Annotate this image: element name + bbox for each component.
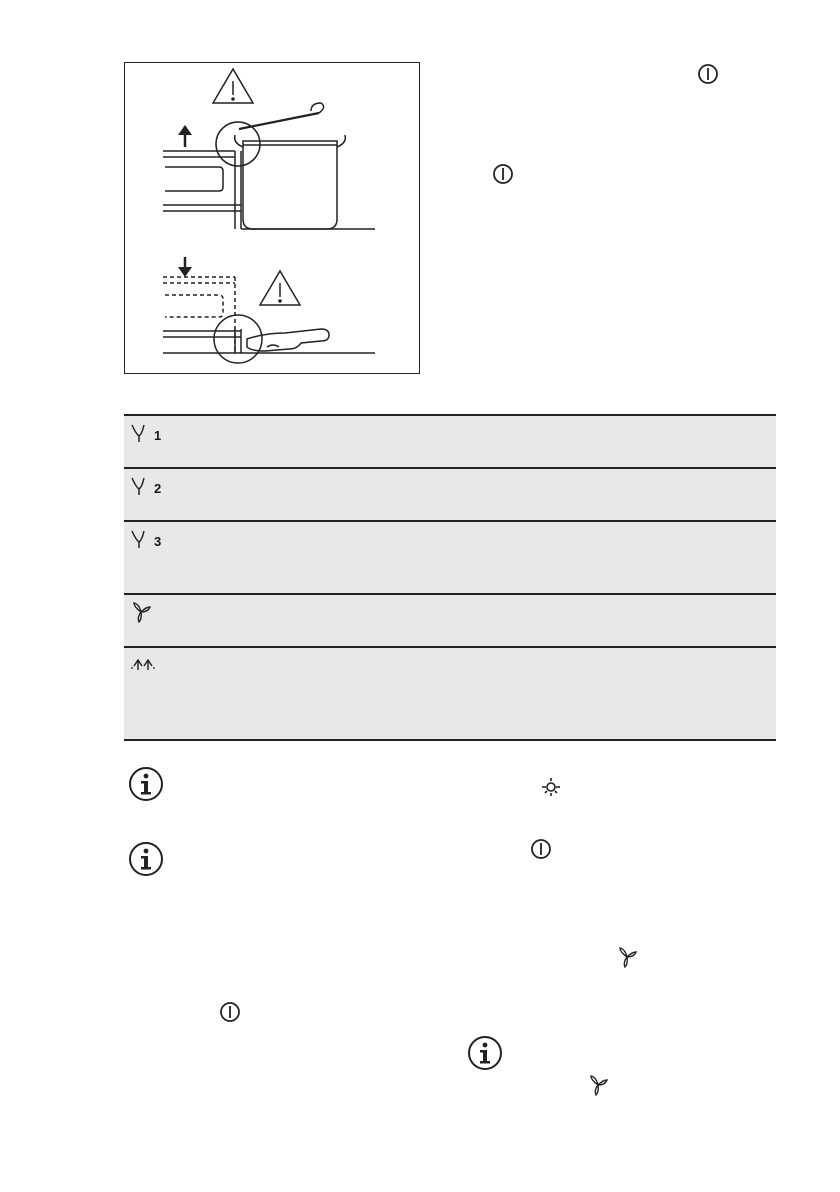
power-icon	[697, 63, 719, 85]
fan-speed-2-icon	[130, 475, 152, 497]
hob-pan-illustration	[124, 62, 420, 374]
fan-speed-3-icon	[130, 528, 152, 550]
mode-row-fan-auto	[124, 595, 776, 648]
mode-row-fan-speed-3	[124, 522, 776, 595]
fan-modes-table	[124, 414, 776, 741]
power-icon	[530, 838, 552, 860]
power-icon	[492, 163, 514, 185]
fan-auto-icon	[130, 601, 152, 623]
warning-triangle-icon	[213, 69, 253, 103]
illustration-svg	[125, 63, 421, 375]
mode-row-boost	[124, 648, 776, 741]
power-icon	[219, 1001, 241, 1023]
warning-triangle-icon	[260, 271, 300, 305]
hob-upper	[163, 103, 375, 229]
fan-speed-1-icon	[130, 422, 152, 444]
arrow-down-icon	[178, 257, 192, 277]
info-icon	[128, 766, 164, 802]
mode-label: 2	[154, 481, 162, 496]
arrow-up-icon	[178, 125, 192, 147]
mode-row-fan-speed-1	[124, 416, 776, 469]
light-icon	[540, 776, 562, 798]
mode-row-fan-speed-2	[124, 469, 776, 522]
fan-icon	[616, 946, 638, 968]
mode-label: 3	[154, 534, 162, 549]
mode-label: 1	[154, 428, 162, 443]
fan-icon	[587, 1074, 609, 1096]
info-icon	[467, 1035, 503, 1071]
boost-icon	[130, 654, 156, 676]
info-icon	[128, 841, 164, 877]
